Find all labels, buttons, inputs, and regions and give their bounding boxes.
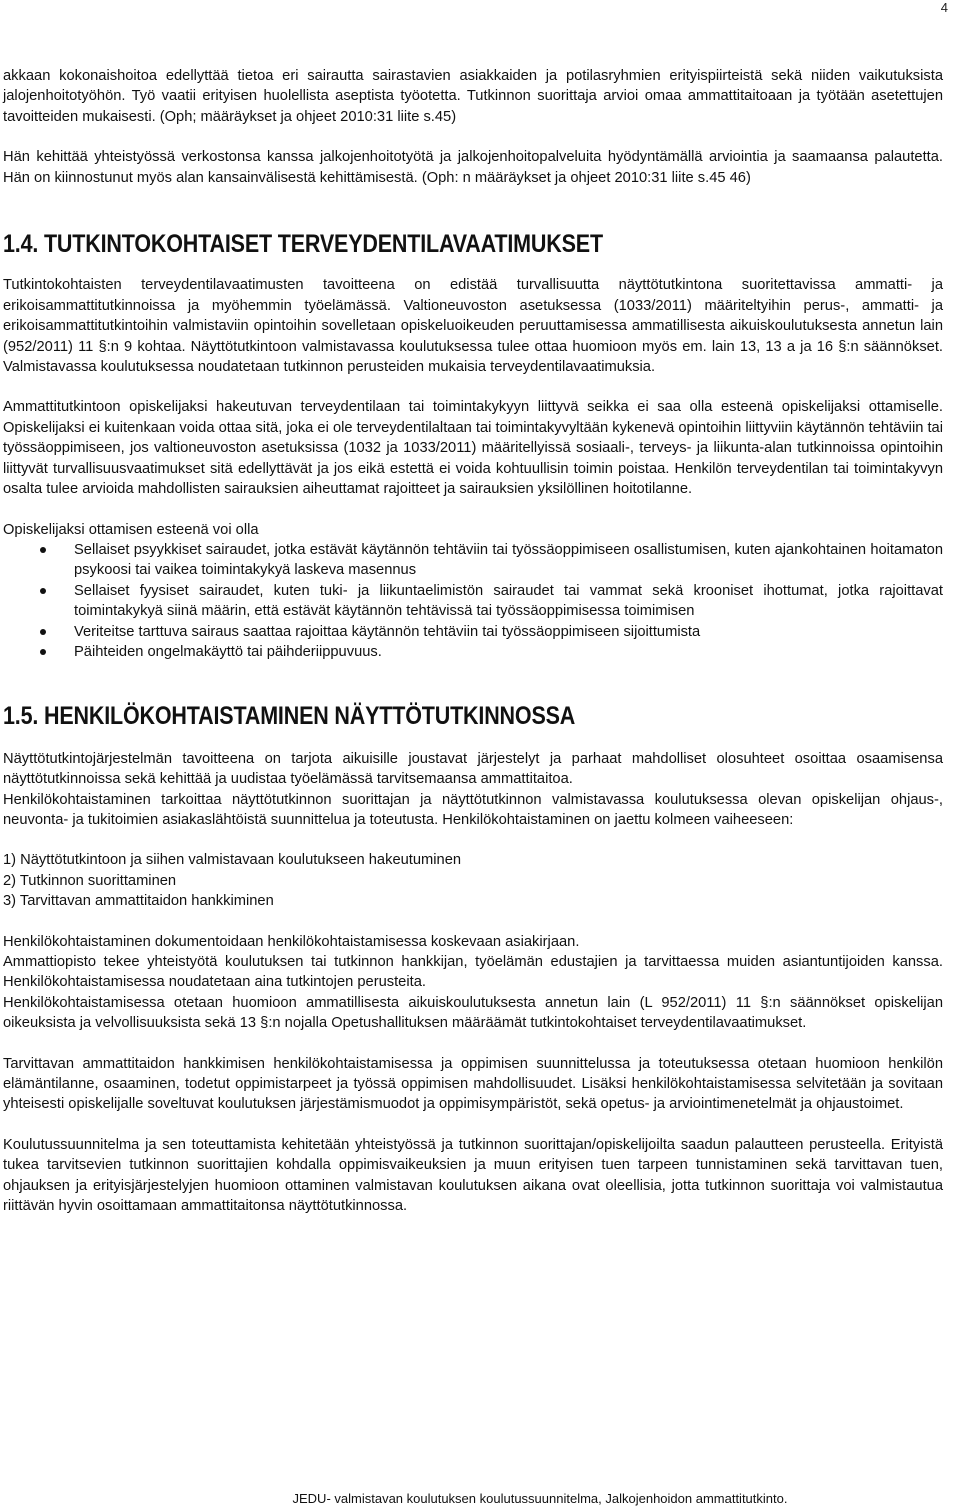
- paragraph-skills-acquisition: Tarvittavan ammattitaidon hankkimisen henkilökohtaistamisessa ja oppimisen suunnittelussa ja toteutuksessa otetaan huomioon henkilön elämäntilanne, osaaminen, todetut oppimistarpeet ja työssä oppimisen mahdollisuudet. Lisäksi henkilökohtaistamisessa selvitetään ja sovitaan yhteisesti opiskelijalle soveltuvat koulutuksen järjestämismuodot ja oppimisympäristöt, sekä opetus- ja arviointimenetelmät ja ohjaustoimet.: [3, 1055, 943, 1113]
- phase-list-item: 1) Näyttötutkintoon ja siihen valmistavaan koulutukseen hakeutuminen: [3, 852, 462, 869]
- list-item: Veriteitse tarttuva sairaus saattaa rajoittaa käytännön tehtäviin tai työssäoppimiseen sijoittumista: [3, 622, 943, 642]
- phase-list-item: 3) Tarvittavan ammattitaidon hankkiminen: [3, 893, 274, 910]
- section-heading-1-4: 1.4. TUTKINTOKOHTAISET TERVEYDENTILAVAATIMUKSET: [3, 230, 603, 259]
- paragraph-system-goal: Näyttötutkintojärjestelmän tavoitteena on tarjota aikuisille joustavat järjestelyt ja parhaat mahdolliset olosuhteet osoittaa osaamisensa näyttötutkinnoissa sekä kehittää ja uudistaa työelämässä tarvitsemaansa ammattitaitoa.: [3, 750, 943, 788]
- obstacles-list: [3, 540, 943, 662]
- section-heading-1-5: 1.5. HENKILÖKOHTAISTAMINEN NÄYTTÖTUTKINNOSSA: [3, 702, 576, 731]
- paragraph-admission: Ammattitutkintoon opiskelijaksi hakeutuvan terveydentilaan tai toimintakykyyn liittyvä seikka ei saa olla esteenä opiskelijaksi ottamiselle. Opiskelijaksi ei kuitenkaan voida ottaa sitä, joka ei ole terveydentilaltaan tai toimintakyvyltään kykenevä opintoihin liittyviin käytännön tehtäviin tai työssäoppimiseen, jos valtioneuvoston asetuksissa (1032 ja 1033/2011) määritellyissä sosiaali-, terveys- ja liikunta-alan tutkinnoissa opintoihin liittyvät turvallisuusvaatimukset sitä edellyttävät ja jos eikä estettä ei voida kohtuullisin toimin poistaa. Henkilön terveydentilan tai toimintakyvyn osalta tulee arvioida mahdollisten sairauksien aiheuttamat rajoitteet ja sairauksien yksilöllinen hoitotilanne.: [3, 399, 943, 498]
- list-item: Sellaiset psyykkiset sairaudet, jotka estävät käytännön tehtäviin tai työssäoppimiseen osallistumisen, kuten ajankohtainen hoitamaton psykoosi tai vaikea toimintakykyä laskeva masennus: [3, 540, 943, 581]
- list-item: Sellaiset fyysiset sairaudet, kuten tuki- ja liikuntaelimistön sairaudet tai vammat sekä krooniset ihottumat, jotka rajoittavat toimintakykyä siinä määrin, että estävät käytännön tehtävissä tai työssäoppimisessa toimimisen: [3, 581, 943, 622]
- paragraph-training-plan: Koulutussuunnitelma ja sen toteuttamista kehitetään yhteistyössä ja tutkinnon suorittajan/opiskelijoilta saadun palautteen perusteella. Erityistä tukea tarvitsevien tutkinnon suorittajien kohdalla oppimisvaikeuksien ja muun erityisen tuen tarpeen tunnistaminen sekä tarvittavan tuen, ohjauksen ja erityisjärjestelyjen huomioon ottaminen valmistavan koulutuksen aikana ovat oleellisia, jotta tutkinnon suorittaja voi valmistautua riittävän hyvin osoittamaan ammattitaitonsa näyttötutkinnossa.: [3, 1136, 943, 1215]
- paragraph-documentation: Henkilökohtaistaminen dokumentoidaan henkilökohtaistamisessa koskevaan asiakirjaan.: [3, 933, 580, 950]
- bullet-icon: [40, 649, 46, 655]
- bullet-icon: [40, 547, 46, 553]
- phase-list-item: 2) Tutkinnon suorittaminen: [3, 872, 177, 889]
- paragraph-legal-basis: Henkilökohtaistamisessa otetaan huomioon ammatillisesta aikuiskoulutuksesta annetun lain (L 952/2011) 11 §:n säännökset opiskelijan oikeuksista ja velvollisuuksista sekä 13 §:n nojalla Opetushallituksen määräämät tutkintokohtaiset terveydentilavaatimukset.: [3, 994, 943, 1032]
- paragraph-obstacles-intro: Opiskelijaksi ottamisen esteenä voi olla: [3, 521, 259, 538]
- paragraph-cooperation-institute: Ammattiopisto tekee yhteistyötä koulutuksen tai tutkinnon hankkijan, työelämän edustajien ja tarvittaessa muiden asiantuntijoiden kanssa. Henkilökohtaistamisessa noudatetaan aina tutkintojen perusteita.: [3, 954, 943, 991]
- list-item: Päihteiden ongelmakäyttö tai päihderiippuvuus.: [3, 642, 943, 662]
- document-body: [3, 66, 943, 1216]
- paragraph-personalisation: Henkilökohtaistaminen tarkoittaa näyttötutkinnon suorittajan ja näyttötutkinnon valmistavassa koulutuksessa olevan opiskelijan ohjaus-, neuvonta- ja tukitoimien asiakaslähtöistä suunnittelua ja toteutusta. Henkilökohtaistaminen on jaettu kolmeen vaiheeseen:: [3, 791, 943, 828]
- paragraph-health-requirements: Tutkintokohtaisten terveydentilavaatimusten tavoitteena on edistää turvallisuutta näyttötutkintona suoritettavissa ammatti- ja erikoisammattitutkinnoissa ja myöhemmin työelämässä. Valtioneuvoston asetuksessa (1033/2011) määriteltyihin perus-, ammatti- ja erikoisammattitutkintoihin valmistaviin opintoihin sovelletaan opiskeluoikeuden peruuttamisessa ammatillisesta aikuiskoulutuksesta annetun lain (952/2011) 11 §:n 9 kohtaa. Näyttötutkintoon valmistavassa koulutuksessa tulee ottaa huomioon myös em. lain 13, 13 a ja 16 §:n säännökset. Valmistavassa koulutuksessa noudatetaan tutkinnon perusteiden mukaisia terveydentilavaatimuksia.: [3, 277, 943, 376]
- page-footer: JEDU- valmistavan koulutuksen koulutussuunnitelma, Jalkojenhoidon ammattitutkinto.: [292, 1491, 788, 1506]
- bullet-icon: [40, 588, 46, 594]
- page-number: 4: [940, 0, 948, 15]
- bullet-icon: [40, 629, 46, 635]
- paragraph-intro-assessment: akkaan kokonaishoitoa edellyttää tietoa eri sairautta sairastavien asiakkaiden ja potilasryhmien erityispiirteistä sekä niiden vaikutuksista jalojenhoitotyöhön. Työ vaatii erityisen huolellista aseptista työotetta. Tutkinnon suorittaja arvioi omaa ammattitaitoaan ja työtään asetettujen tavoitteiden mukaisesti. (Oph; määräykset ja ohjeet 2010:31 liite s.45): [3, 68, 943, 125]
- paragraph-cooperation: Hän kehittää yhteistyössä verkostonsa kanssa jalkojenhoitotyötä ja jalkojenhoitopalveluita hyödyntämällä arviointia ja saamaansa palautetta. Hän on kiinnostunut myös alan kansainvälisestä kehittämisestä. (Oph: n määräykset ja ohjeet 2010:31 liite s.45 46): [3, 149, 943, 186]
